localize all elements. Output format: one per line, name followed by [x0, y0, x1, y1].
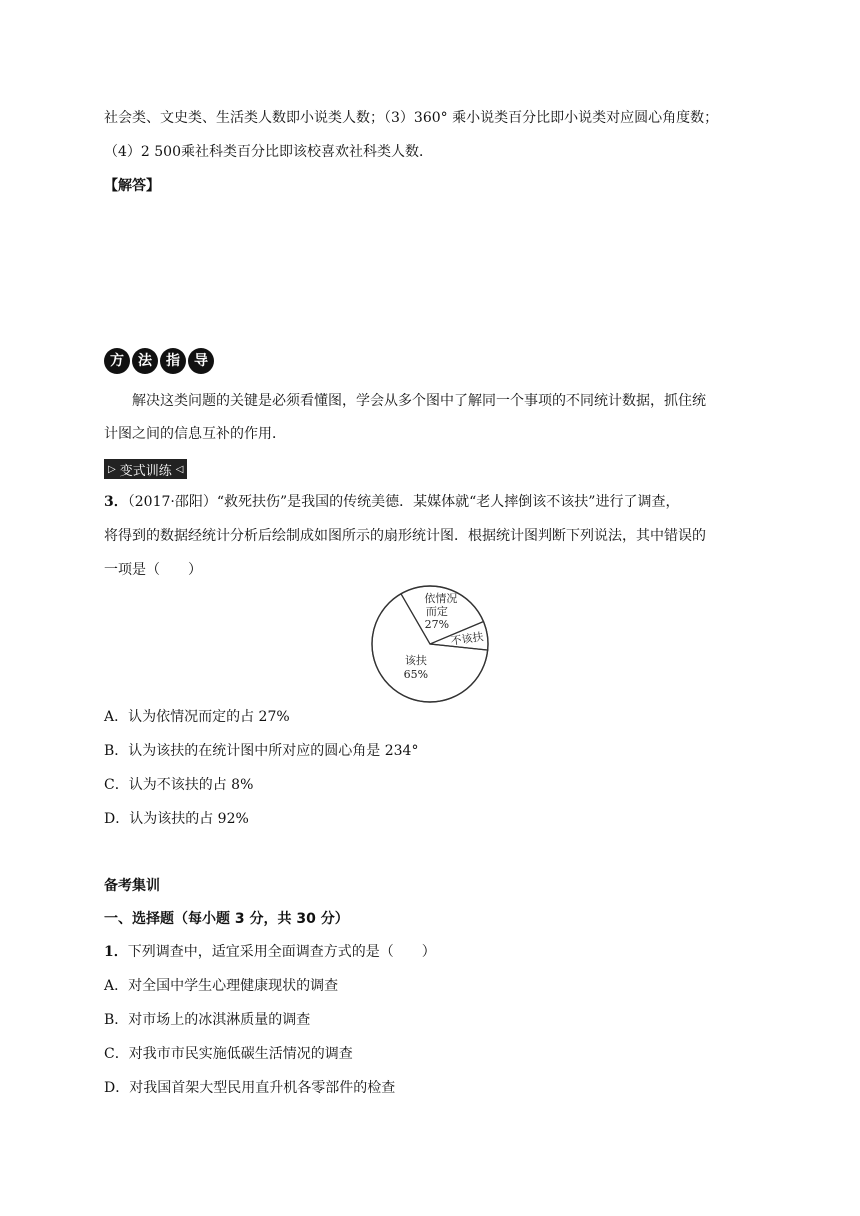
slice-label: 而定 [425, 604, 448, 618]
intro-line-1: 社会类、文史类、生活类人数即小说类人数；（3）360° 乘小说类百分比即小说类对应圆心角度数； [104, 110, 719, 126]
method-line-2: 计图之间的信息互补的作用． [104, 426, 286, 442]
practice-option-c: C．对我市市民实施低碳生活情况的调查 [104, 1046, 353, 1062]
badge-char: 方 [104, 348, 130, 374]
practice-title: 备考集训 [104, 878, 160, 894]
answer-label: 【解答】 [104, 178, 160, 194]
question-number: 3． [104, 494, 128, 510]
question-3-line-1 [104, 492, 679, 512]
slice-label: 该扶 [404, 653, 427, 667]
option-c: C．认为不该扶的占 8% [104, 777, 254, 793]
slice-value-label: 27% [424, 617, 450, 631]
question-text: 下列调查中，适宜采用全面调查方式的是（ ） [127, 944, 436, 960]
slice-label: 依情况 [424, 591, 458, 605]
method-guide-badge [104, 348, 214, 374]
practice-question-1 [104, 942, 436, 962]
section-heading: 一、选择题（每小题 3 分，共 30 分） [104, 911, 349, 927]
option-a: A．认为依情况而定的占 27% [104, 709, 290, 725]
method-line-1: 解决这类问题的关键是必须看懂图，学会从多个图中了解同一个事项的不同统计数据，抓住统 [132, 393, 706, 409]
badge-char: 指 [160, 348, 186, 374]
badge-char: 法 [132, 348, 158, 374]
triangle-left-icon: ◁ [175, 463, 184, 475]
question-text: （2017·邵阳）“救死扶伤”是我国的传统美德．某媒体就“老人摔倒该不该扶”进行了调查， [127, 494, 680, 510]
practice-option-b: B．对市场上的冰淇淋质量的调查 [104, 1012, 311, 1028]
intro-line-2: （4）2 500乘社科类百分比即该校喜欢社科类人数． [104, 144, 433, 160]
question-3-line-2: 将得到的数据经统计分析后绘制成如图所示的扇形统计图．根据统计图判断下列说法，其中错误的 [104, 528, 706, 544]
variant-tag-label: 变式训练 [119, 463, 172, 479]
triangle-right-icon: ▷ [108, 463, 116, 475]
badge-char: 导 [188, 348, 214, 374]
pie-chart [368, 582, 492, 706]
variant-training-tag [104, 459, 187, 479]
slice-label: 不该扶 [449, 630, 485, 648]
practice-option-a: A．对全国中学生心理健康现状的调查 [104, 978, 339, 994]
option-b: B．认为该扶的在统计图中所对应的圆心角是 234° [104, 743, 419, 759]
practice-option-d: D．对我国首架大型民用直升机各零部件的检查 [104, 1080, 396, 1096]
question-3-line-3: 一项是（ ） [104, 562, 202, 578]
slice-value-label: 65% [403, 667, 429, 681]
question-number: 1． [104, 944, 128, 960]
option-d: D．认为该扶的占 92% [104, 811, 249, 827]
